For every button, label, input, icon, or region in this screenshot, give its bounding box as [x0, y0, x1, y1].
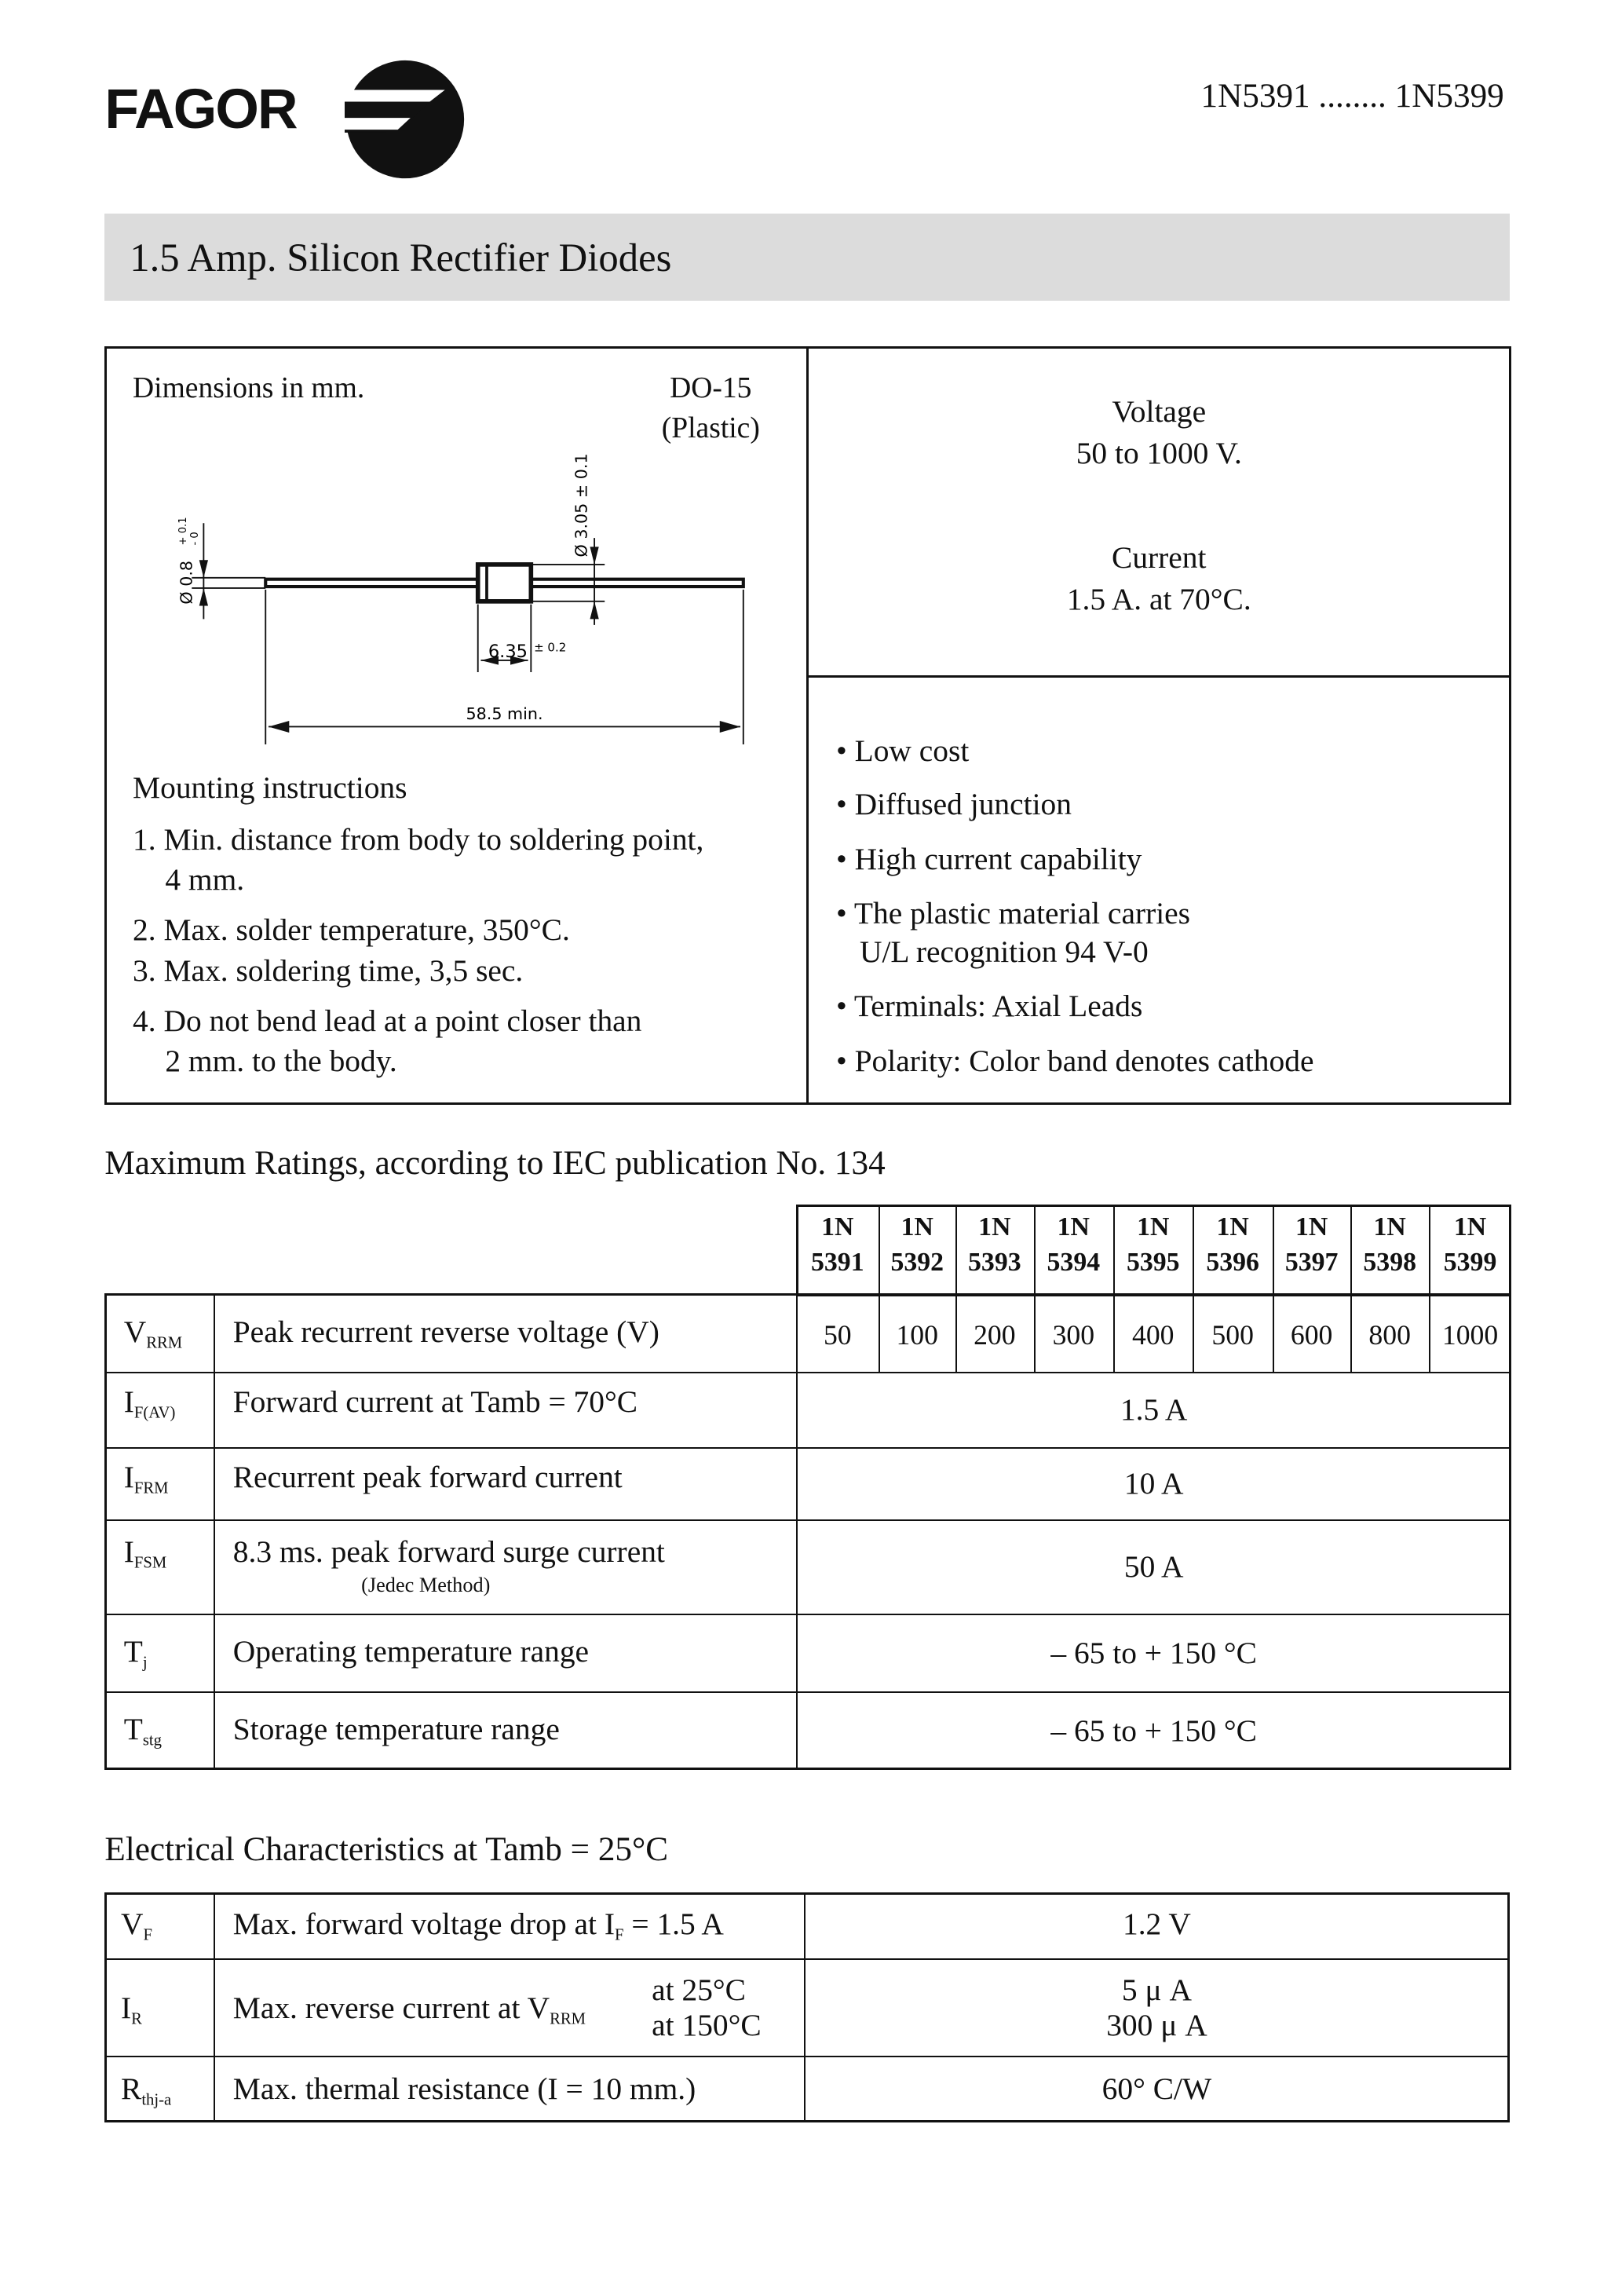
body-length-label: 6.35 — [488, 642, 528, 663]
description: Peak recurrent reverse voltage (V) — [232, 1314, 659, 1349]
mounting-item: 4. Do not bend lead at a point closer than — [133, 1004, 642, 1039]
brand-wordmark: FAGOR — [104, 77, 297, 141]
dimensions-label: Dimensions in mm. — [133, 372, 365, 405]
feature-item: U/L recognition 94 V-0 — [859, 934, 1149, 969]
part-header: 1N 5395 — [1126, 1212, 1180, 1278]
feature-item: Low cost — [854, 733, 970, 769]
part-header: 1N 5396 — [1206, 1212, 1259, 1278]
page-title: 1.5 Amp. Silicon Rectifier Diodes — [130, 235, 672, 280]
symbol: $I_{FSM}$ — [123, 1534, 167, 1572]
voltage-value: 50 to 1000 V. — [1076, 436, 1242, 471]
lead-diameter-label: Ø 0.8 — [177, 561, 196, 605]
value: 1.2 V — [1122, 1906, 1191, 1941]
part-header: 1N 5397 — [1284, 1212, 1339, 1278]
vrrm-value: 800 — [1368, 1319, 1411, 1351]
vrrm-value: 1000 — [1441, 1319, 1499, 1351]
part-header: 1N 5391 — [811, 1212, 864, 1278]
feature-item: Polarity: Color band denotes cathode — [854, 1043, 1314, 1078]
value: 50 A — [1123, 1549, 1184, 1585]
mounting-title: Mounting instructions — [133, 770, 407, 806]
description: Recurrent peak forward current — [232, 1459, 623, 1494]
vrrm-value: 600 — [1290, 1319, 1333, 1351]
electrical-title: Electrical Characteristics at Tamb = 25°C — [104, 1830, 669, 1868]
feature-item: The plastic material carries — [853, 896, 1191, 931]
voltage-label: Voltage — [1112, 394, 1207, 430]
datasheet-page: FAGOR 1N5391 ........ 1N5399 1.5 Amp. Silicon Rectifier Diodes Dimensions in mm. DO-15 (Plastic) 58.5 min. 6.35 ± 0.2 Ø 3.05 ± 0.1 Ø 0.8 + 0.1 - 0 Mounting instructions 1. Min. distance from body to soldering point, 4 mm. 2. Max. solder temperature, 350°C. 3. Max. soldering time, 3,5 sec. 4. Do not bend lead at a point closer than 2 mm. to the body. Voltage 50 to 1000 V. Current 1.5 A. at 70°C. • Low cost • Diffused junction • High current capability • The plastic material carries U/L recognition 94 V-0 • Terminals: Axial Leads • Polarity: Color band denotes cathode Maximum Ratings, according to IEC publication No. 134 1N 5391 50 1N 5392 100 1N 5393 200 1N 5394 300 1N 5395 400 1N 5396 500 1N 5397 600 1N 5398 800 1N 5399 1000 $V_{RRM}$ Peak recurrent reverse voltage (V) $I_{F(AV)}$ Forward current at Tamb = 70°C 1.5 A $I_{FRM}$ Recurrent peak forward current 10 A $I_{FSM}$ 8.3 ms. peak forward surge current (Jedec Method) 50 A $T_j$ Operating temperature range – 65 to + 150 °C $T_{stg}$ Storage temperature range – 65 to + 150 °C Electrical Characteristics at Tamb = 25°C $V_F$ Max. forward voltage drop at $I_F = 1.5$ A 1.2 V $I_R$ Max. reverse current at $V_{RRM}$ at 25°C at 150°C 5 μ A 300 μ A $R_{thj-a}$ Max. thermal resistance (I = 10 mm.) 60° C/W — [0, 0, 1622, 2296]
mounting-item: 2 mm. to the body. — [165, 1043, 397, 1078]
description: Storage temperature range — [232, 1711, 560, 1746]
vrrm-value: 50 — [823, 1319, 852, 1351]
mounting-item: 1. Min. distance from body to soldering point, — [133, 822, 704, 857]
mounting-item: 3. Max. soldering time, 3,5 sec. — [133, 953, 524, 989]
feature-item: Terminals: Axial Leads — [853, 989, 1143, 1024]
symbol: $I_{FRM}$ — [123, 1459, 169, 1497]
part-header: 1N 5398 — [1363, 1212, 1416, 1278]
symbol: $T_j$ — [123, 1634, 148, 1672]
value: 10 A — [1123, 1465, 1184, 1501]
max-ratings-table — [104, 1293, 1511, 1770]
part-header: 1N 5393 — [968, 1212, 1021, 1278]
value: – 65 to + 150 °C — [1050, 1635, 1257, 1670]
description: Forward current at Tamb = 70°C — [232, 1384, 638, 1419]
value: – 65 to + 150 °C — [1050, 1713, 1257, 1748]
symbol: $T_{stg}$ — [123, 1711, 162, 1749]
vrrm-value: 500 — [1211, 1319, 1254, 1351]
value: 1.5 A — [1120, 1392, 1188, 1428]
total-length-label: 58.5 min. — [466, 704, 543, 724]
feature-item: Diffused junction — [854, 787, 1072, 822]
body-diameter-label: Ø 3.05 ± 0.1 — [572, 453, 591, 558]
vrrm-value: 100 — [896, 1319, 938, 1351]
symbol: $V_{RRM}$ — [123, 1314, 183, 1352]
fagor-logo-icon — [345, 59, 466, 180]
part-header: 1N 5399 — [1443, 1212, 1497, 1278]
description: Operating temperature range — [232, 1634, 590, 1669]
body-length-tolerance: ± 0.2 — [533, 641, 567, 656]
lead-tolerance-minus: - 0 — [188, 532, 201, 546]
part-range: 1N5391 ........ 1N5399 — [1200, 77, 1504, 115]
lead-tolerance-plus: + 0.1 — [177, 517, 189, 546]
mounting-item: 4 mm. — [165, 861, 245, 897]
current-value: 1.5 A. at 70°C. — [1066, 582, 1251, 616]
description: 8.3 ms. peak forward surge current — [232, 1534, 665, 1570]
max-ratings-title: Maximum Ratings, according to IEC publication No. 134 — [104, 1145, 886, 1183]
note: (Jedec Method) — [361, 1574, 491, 1597]
package-drawing — [148, 442, 796, 759]
package-type: (Plastic) — [661, 412, 760, 445]
part-header: 1N 5392 — [890, 1212, 944, 1278]
vrrm-value: 200 — [974, 1319, 1016, 1351]
feature-item: High current capability — [854, 841, 1142, 876]
part-header: 1N 5394 — [1047, 1212, 1101, 1278]
package: DO-15 — [670, 372, 752, 405]
vrrm-value: 400 — [1131, 1319, 1174, 1351]
vrrm-value: 300 — [1052, 1319, 1095, 1351]
title-bar — [104, 214, 1510, 301]
current-label: Current — [1112, 540, 1207, 576]
mounting-item: 2. Max. solder temperature, 350°C. — [133, 912, 570, 947]
symbol: $I_{F(AV)}$ — [123, 1384, 176, 1422]
